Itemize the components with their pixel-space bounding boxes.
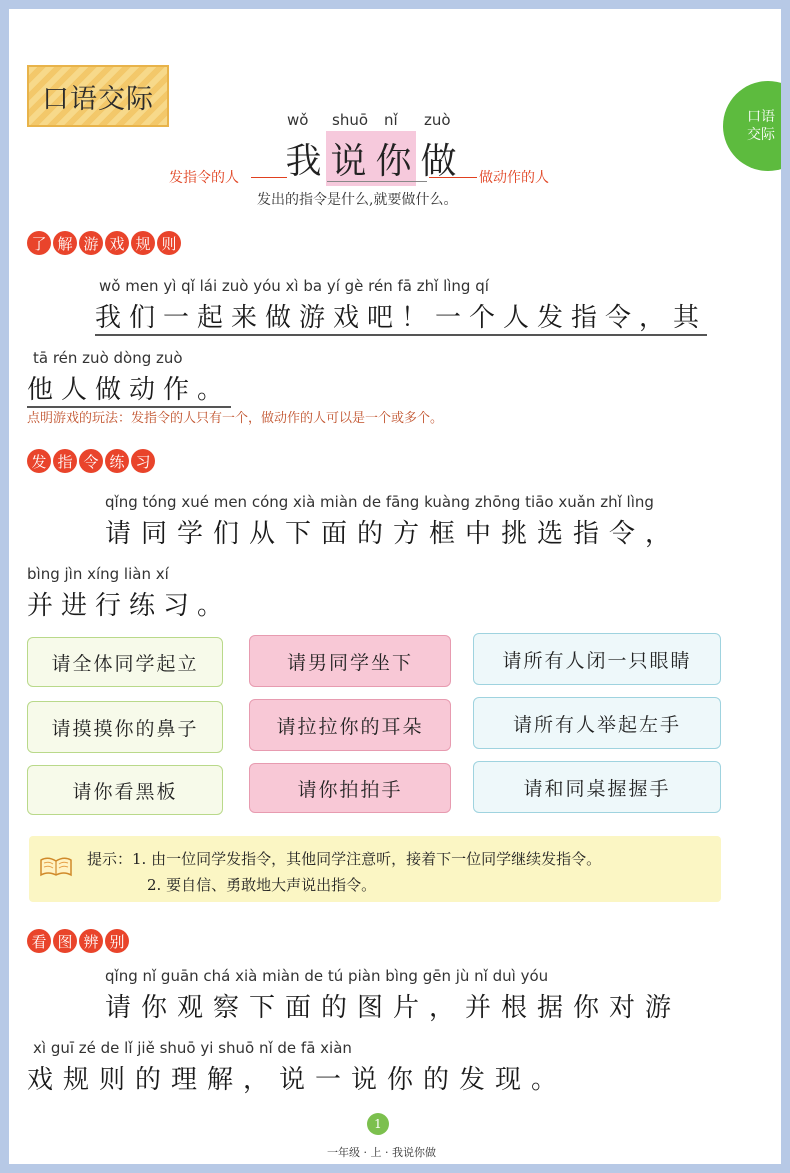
command-card[interactable]: 请男同学坐下: [249, 635, 451, 687]
tip-line-1: 提示：1. 由一位同学发指令，其他同学注意听，接着下一位同学继续发指令。: [87, 850, 602, 868]
side-tab-line1: 口语: [747, 109, 775, 125]
section-char: 了: [27, 231, 51, 255]
section-char: 戏: [105, 231, 129, 255]
section-char: 练: [105, 449, 129, 473]
pinyin-line: tā rén zuò dòng zuò: [33, 349, 183, 367]
command-card[interactable]: 请全体同学起立: [27, 637, 223, 687]
subtitle: 发出的指令是什么,就要做什么。: [257, 192, 458, 208]
section-char: 游: [79, 231, 103, 255]
section-char: 看: [27, 929, 51, 953]
side-tab[interactable]: [723, 81, 781, 171]
section-char: 别: [105, 929, 129, 953]
command-card[interactable]: 请所有人举起左手: [473, 697, 721, 749]
title-char-2: 说: [326, 131, 371, 186]
side-tab-line2: 交际: [747, 127, 775, 143]
tip-box: [29, 836, 721, 902]
section-header-observe: [27, 929, 129, 953]
section-char: 发: [27, 449, 51, 473]
text-line: 请同学们从下面的方框中挑选指令，: [105, 519, 682, 549]
text-line: 戏规则的理解，说一说你的发现。: [27, 1065, 568, 1095]
pinyin-line: bìng jìn xíng liàn xí: [27, 565, 169, 583]
command-card[interactable]: 请所有人闭一只眼睛: [473, 633, 721, 685]
pinyin-line: qǐng tóng xué men cóng xià miàn de fāng kuàng zhōng tiāo xuǎn zhǐ lìng: [105, 493, 654, 511]
section-char: 令: [79, 449, 103, 473]
section-char: 辨: [79, 929, 103, 953]
text-line: 请你观察下面的图片，并根据你对游: [105, 993, 682, 1023]
textbook-page: [9, 9, 781, 1164]
command-card[interactable]: 请你拍拍手: [249, 763, 451, 813]
section-char: 图: [53, 929, 77, 953]
title-char-1: 我: [285, 141, 322, 182]
section-header-practice: [27, 449, 155, 473]
teacher-note: 点明游戏的玩法：发指令的人只有一个，做动作的人可以是一个或多个。: [27, 411, 444, 426]
page-number: 1: [367, 1113, 389, 1135]
command-card[interactable]: 请拉拉你的耳朵: [249, 699, 451, 751]
section-char: 解: [53, 231, 77, 255]
text-line: 我们一起来做游戏吧！一个人发指令，其: [95, 297, 707, 336]
text-line: 他人做动作。: [27, 369, 231, 408]
tip-line-2: 2. 要自信、勇敢地大声说出指令。: [147, 876, 377, 894]
annotation-speaker: 发指令的人: [169, 170, 239, 186]
section-header-rules: [27, 231, 181, 255]
command-card[interactable]: 请你看黑板: [27, 765, 223, 815]
title-pinyin-2: shuō: [332, 111, 369, 129]
annotation-actor: 做动作的人: [479, 170, 549, 186]
title-pinyin-1: wǒ: [287, 111, 309, 129]
pinyin-line: qǐng nǐ guān chá xià miàn de tú piàn bìng gēn jù nǐ duì yóu: [105, 967, 549, 985]
section-title-box: [27, 65, 169, 127]
section-char: 则: [157, 231, 181, 255]
annotation-arrow-right: [429, 177, 477, 178]
section-title: 口语交际: [42, 83, 154, 115]
book-icon: [39, 854, 73, 878]
section-char: 规: [131, 231, 155, 255]
subtitle-bracket: [327, 181, 427, 182]
section-char: 指: [53, 449, 77, 473]
pinyin-line: xì guī zé de lǐ jiě shuō yi shuō nǐ de fā xiàn: [33, 1039, 352, 1057]
pinyin-line: wǒ men yì qǐ lái zuò yóu xì ba yí gè rén fā zhǐ lìng qí: [99, 277, 489, 295]
title-pinyin-3: nǐ: [384, 111, 398, 129]
title-char-4: 做: [420, 141, 457, 182]
command-card[interactable]: 请和同桌握握手: [473, 761, 721, 813]
text-line: 并进行练习。: [27, 591, 232, 621]
footer-caption: 一年级 · 上 · 我说你做: [327, 1146, 436, 1159]
section-char: 习: [131, 449, 155, 473]
annotation-arrow-left: [251, 177, 287, 178]
command-card[interactable]: 请摸摸你的鼻子: [27, 701, 223, 753]
title-char-3: 你: [371, 131, 416, 186]
title-pinyin-4: zuò: [424, 111, 451, 129]
